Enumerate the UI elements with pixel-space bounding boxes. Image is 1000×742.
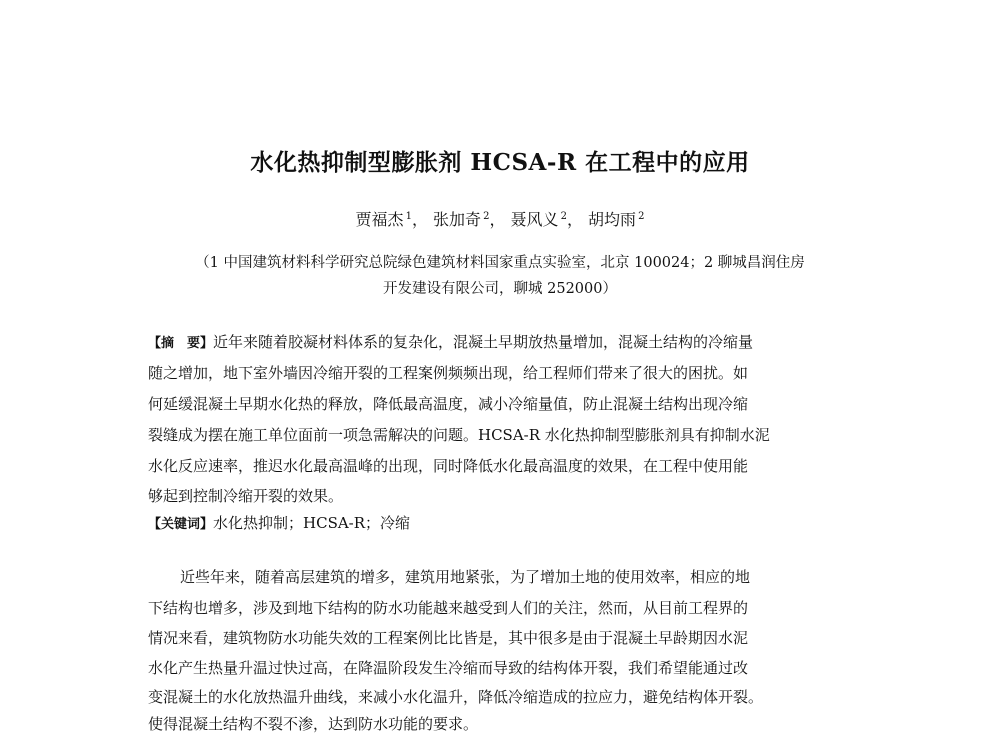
affiliation-line: （1 中国建筑材料科学研究总院绿色建筑材料国家重点实验室，北京 100024；2 聊城昌润住房 [195,255,805,271]
author-affiliation-mark: 2 [483,211,490,222]
abstract-line: 随之增加，地下室外墙因冷缩开裂的工程案例频频出现，给工程师们带来了很大的困扰。如 [148,364,749,382]
abstract-line: 水化反应速率，推迟水化最高温峰的出现，同时降低水化最高温度的效果，在工程中使用能 [148,457,749,475]
author-separator: ， [489,210,506,229]
author-affiliation-mark: 1 [405,211,412,222]
author-affiliation-mark: 2 [638,211,645,222]
keywords-label: 【关键词】 [148,517,214,532]
author-name: 张加奇 [433,210,482,229]
author-name: 贾福杰 [355,210,404,229]
abstract-label: 【摘 要】 [148,336,214,351]
body-line: 下结构也增多，涉及到地下结构的防水功能越来越受到人们的关注，然而，从目前工程界的 [148,599,749,617]
keywords-text: 水化热抑制；HCSA-R；冷缩 [213,514,411,532]
abstract-line: 裂缝成为摆在施工单位面前一项急需解决的问题。HCSA-R 水化热抑制型膨胀剂具有抑制水泥 [148,426,770,444]
author-affiliation-mark: 2 [560,211,567,222]
body-line: 使得混凝土结构不裂不渗，达到防水功能的要求。 [148,715,479,733]
abstract-text: 近年来随着胶凝材料体系的复杂化，混凝土早期放热量增加，混凝土结构的冷缩量 [213,333,754,351]
abstract-line [148,331,852,352]
author-name: 聂风义 [510,210,559,229]
author-name: 胡均雨 [588,210,637,229]
paper-title: 水化热抑制型膨胀剂 HCSA-R 在工程中的应用 [250,149,750,176]
body-line: 情况来看，建筑物防水功能失效的工程案例比比皆是，其中很多是由于混凝土早龄期因水泥 [148,629,749,647]
body-line: 水化产生热量升温过快过高，在降温阶段发生冷缩而导致的结构体开裂，我们希望能通过改 [148,659,749,677]
abstract-line: 够起到控制冷缩开裂的效果。 [148,487,344,505]
author-separator: ， [566,210,583,229]
abstract-line: 何延缓混凝土早期水化热的释放，降低最高温度，减小冷缩量值，防止混凝土结构出现冷缩 [148,395,749,413]
body-line: 变混凝土的水化放热温升曲线，来减小水化温升，降低冷缩造成的拉应力，避免结构体开裂。 [148,688,764,706]
author-separator: ， [411,210,428,229]
keywords-line [148,512,852,533]
author-list [0,207,1000,230]
affiliation-line: 开发建设有限公司，聊城 252000） [383,281,617,297]
body-line: 近些年来，随着高层建筑的增多，建筑用地紧张，为了增加土地的使用效率，相应的地 [180,568,751,586]
